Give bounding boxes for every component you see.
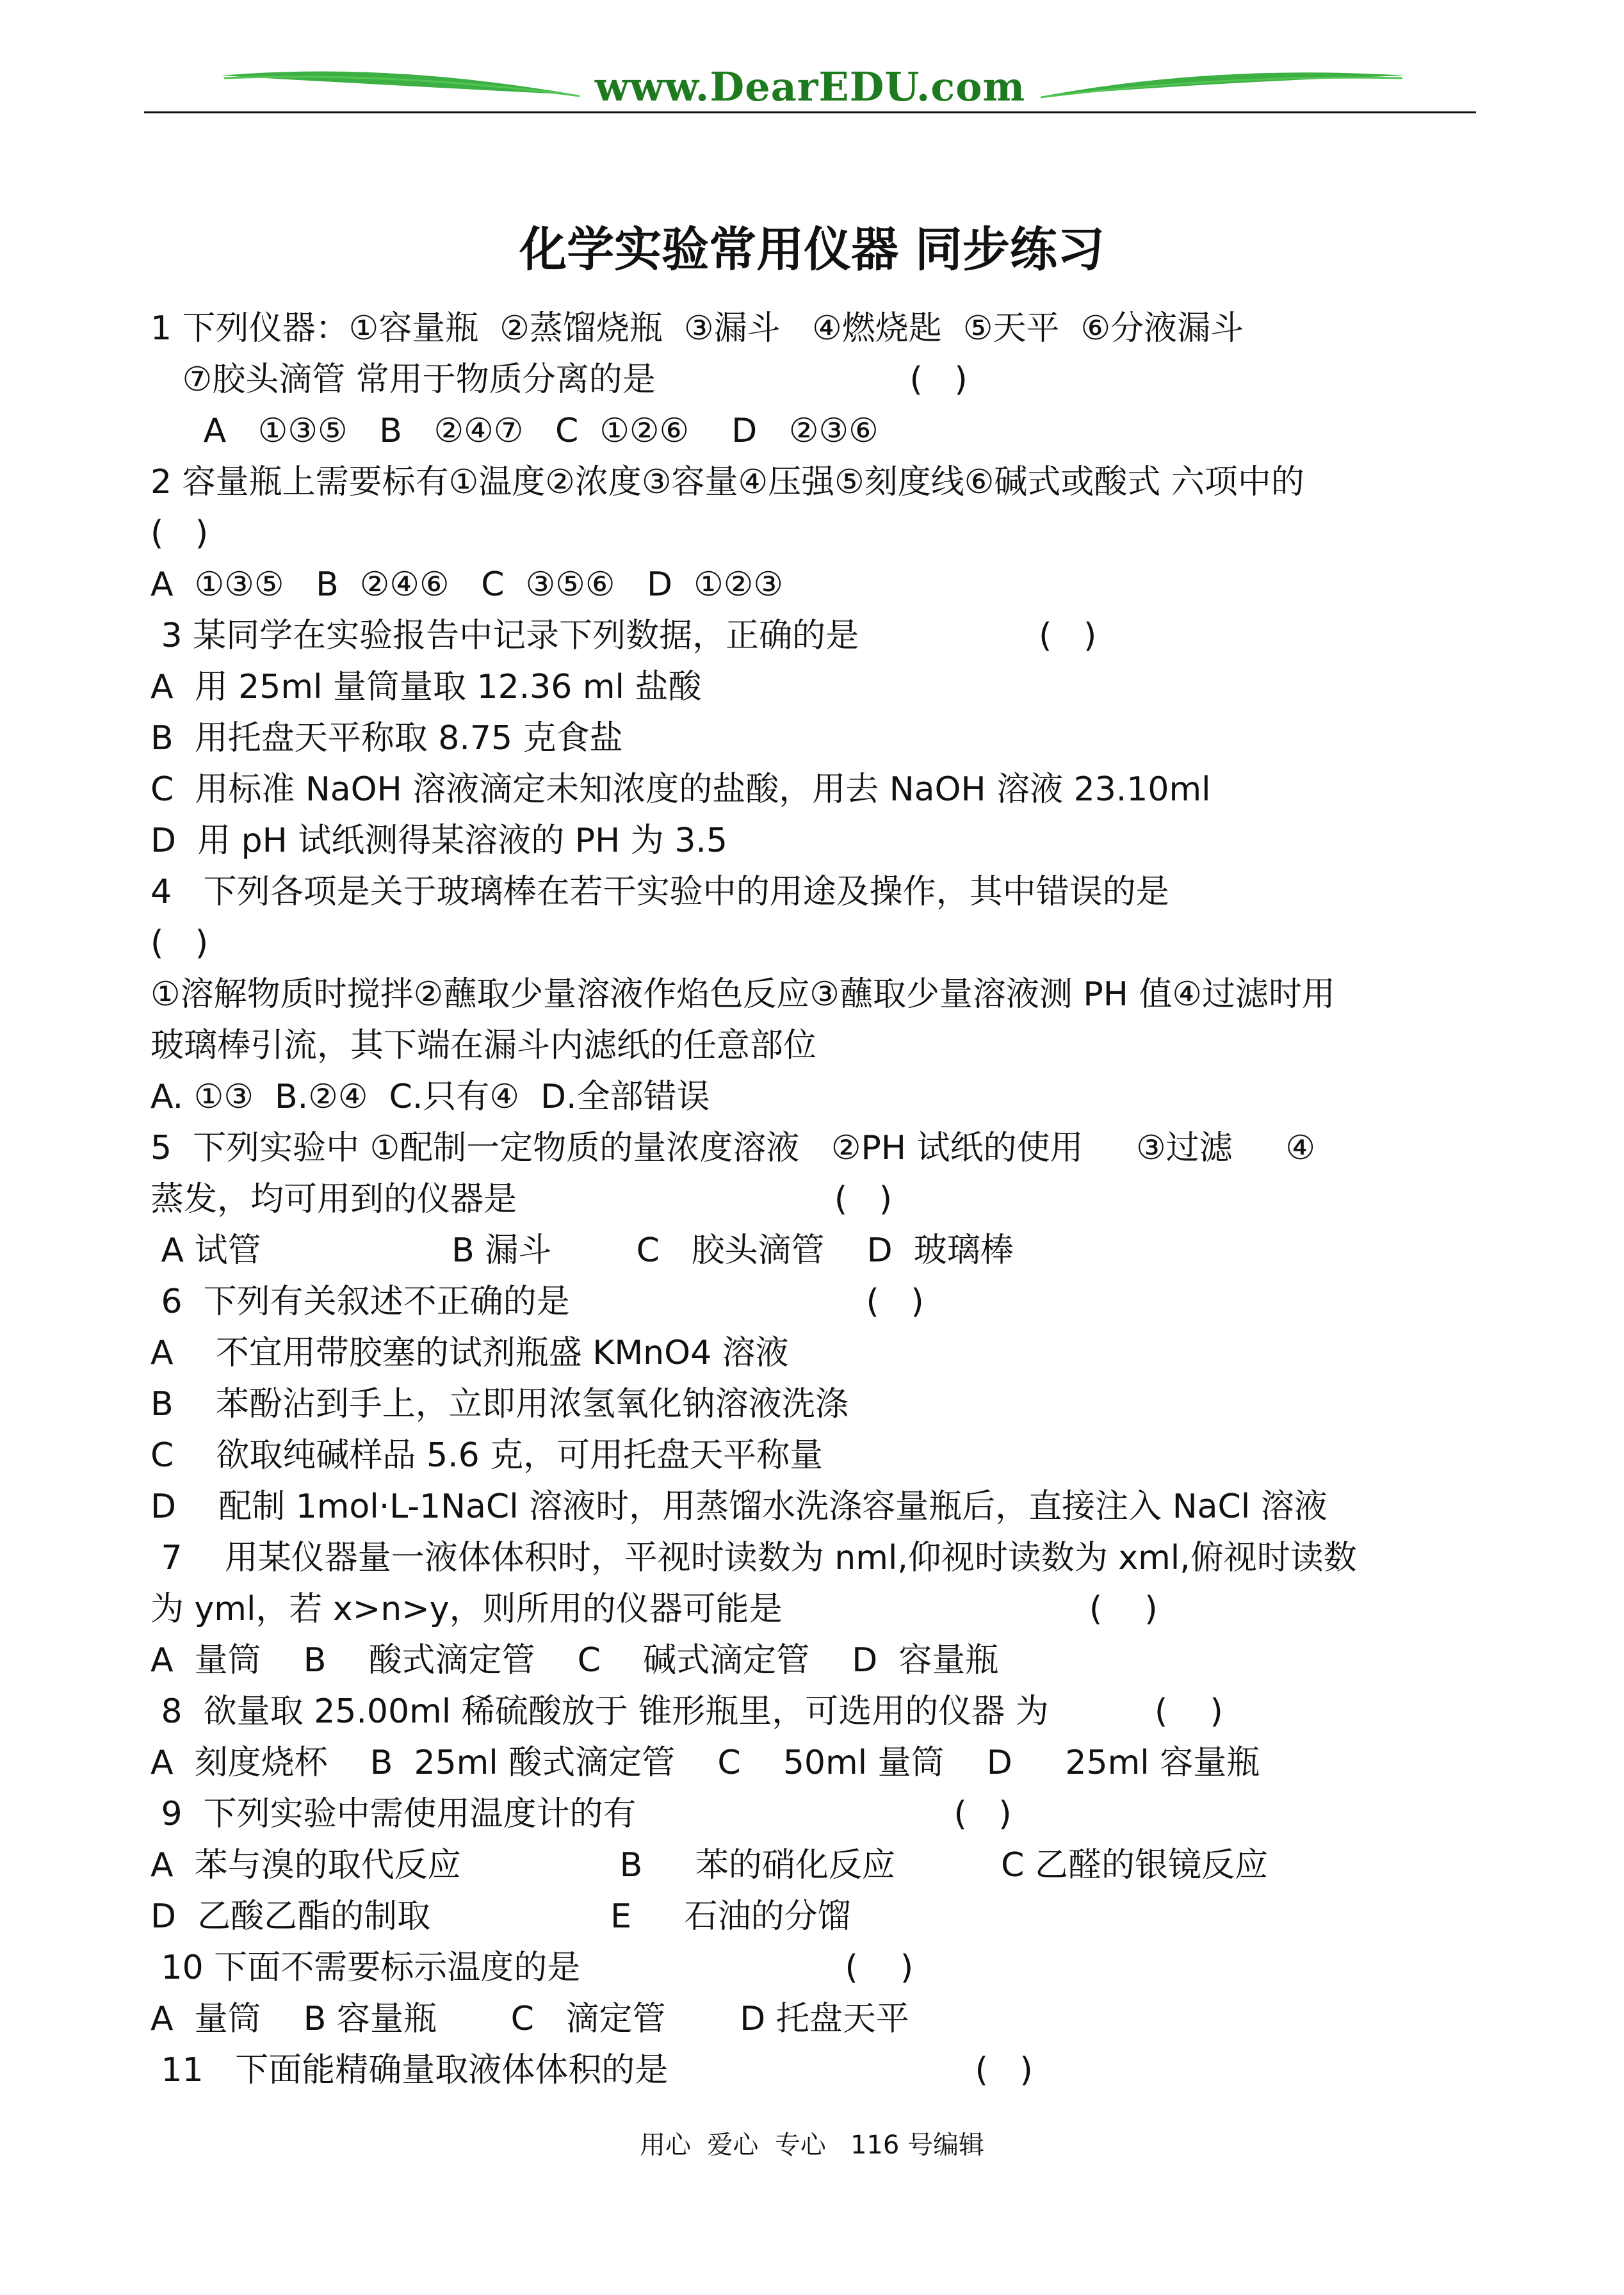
text-line: A ①③⑤ B ②④⑦ C ①②⑥ D ②③⑥ — [150, 412, 879, 450]
text-line: C 欲取纯碱样品 5.6 克，可用托盘天平称量 — [150, 1436, 824, 1475]
text-line: 10 下面不需要标示温度的是 ( ) — [150, 1949, 914, 1987]
text-line: A 量筒 B 容量瓶 C 滴定管 D 托盘天平 — [150, 2000, 909, 2038]
page-footer: 用心 爱心 专心 116 号编辑 — [639, 2130, 985, 2160]
text-line: 11 下面能精确量取液体体积的是 ( ) — [150, 2051, 1033, 2089]
text-line: 6 下列有关叙述不正确的是 ( ) — [150, 1283, 924, 1321]
text-line: 为 yml，若 x>n>y，则所用的仪器可能是 ( ) — [150, 1590, 1158, 1628]
text-line: 3 某同学在实验报告中记录下列数据，正确的是 ( ) — [150, 617, 1097, 655]
text-line: D 用 pH 试纸测得某溶液的 PH 为 3.5 — [150, 822, 728, 860]
text-line: 7 用某仪器量一液体体积时，平视时读数为 nml,仰视时读数为 xml,俯视时读数 — [150, 1539, 1357, 1577]
text-line: D 配制 1mol·L-1NaCl 溶液时，用蒸馏水洗涤容量瓶后，直接注入 NaCl 溶液 — [150, 1488, 1328, 1526]
text-line: 蒸发，均可用到的仪器是 ( ) — [150, 1180, 893, 1219]
text-line: 4 下列各项是关于玻璃棒在若干实验中的用途及操作，其中错误的是 — [150, 873, 1169, 911]
text-line: 9 下列实验中需使用温度计的有 ( ) — [150, 1795, 1012, 1833]
text-line: 玻璃棒引流，其下端在漏斗内滤纸的任意部位 — [150, 1026, 817, 1065]
site-logo-text: www.DearEDU.com — [594, 63, 1026, 110]
text-line: D 乙酸乙酯的制取 E 石油的分馏 — [150, 1897, 851, 1936]
text-line: A. ①③ B.②④ C.只有④ D.全部错误 — [150, 1078, 710, 1116]
text-line: ①溶解物质时搅拌②蘸取少量溶液作焰色反应③蘸取少量溶液测 PH 值④过滤时用 — [150, 975, 1335, 1014]
text-line: A 苯与溴的取代反应 B 苯的硝化反应 C 乙醛的银镜反应 — [150, 1846, 1269, 1885]
text-line: ( ) — [150, 514, 209, 553]
text-line: A 刻度烧杯 B 25ml 酸式滴定管 C 50ml 量筒 D 25ml 容量瓶 — [150, 1744, 1260, 1782]
text-line: 1 下列仪器：①容量瓶 ②蒸馏烧瓶 ③漏斗 ④燃烧匙 ⑤天平 ⑥分液漏斗 — [150, 309, 1244, 348]
text-line: A 用 25ml 量筒量取 12.36 ml 盐酸 — [150, 668, 702, 706]
page-title: 化学实验常用仪器 同步练习 — [519, 222, 1105, 277]
text-line: C 用标准 NaOH 溶液滴定未知浓度的盐酸，用去 NaOH 溶液 23.10ml — [150, 770, 1211, 809]
text-line: A 试管 B 漏斗 C 胶头滴管 D 玻璃棒 — [150, 1231, 1014, 1270]
text-line: A 量筒 B 酸式滴定管 C 碱式滴定管 D 容量瓶 — [150, 1641, 999, 1680]
text-line: A ①③⑤ B ②④⑥ C ③⑤⑥ D ①②③ — [150, 565, 783, 604]
text-line: 8 欲量取 25.00ml 稀硫酸放于 锥形瓶里，可选用的仪器 为 ( ) — [150, 1692, 1223, 1731]
header-divider — [144, 111, 1476, 113]
text-line: 5 下列实验中 ①配制一定物质的量浓度溶液 ②PH 试纸的使用 ③过滤 ④ — [150, 1129, 1316, 1167]
page-header — [0, 0, 1624, 128]
text-line: ( ) — [150, 924, 209, 962]
text-line: A 不宜用带胶塞的试剂瓶盛 KMnO4 溶液 — [150, 1334, 789, 1372]
text-line: B 苯酚沾到手上，立即用浓氢氧化钠溶液洗涤 — [150, 1385, 849, 1423]
text-line: ⑦胶头滴管 常用于物质分离的是 ( ) — [150, 361, 968, 399]
text-line: 2 容量瓶上需要标有①温度②浓度③容量④压强⑤刻度线⑥碱式或酸式 六项中的 — [150, 463, 1304, 501]
text-line: B 用托盘天平称取 8.75 克食盐 — [150, 719, 623, 758]
